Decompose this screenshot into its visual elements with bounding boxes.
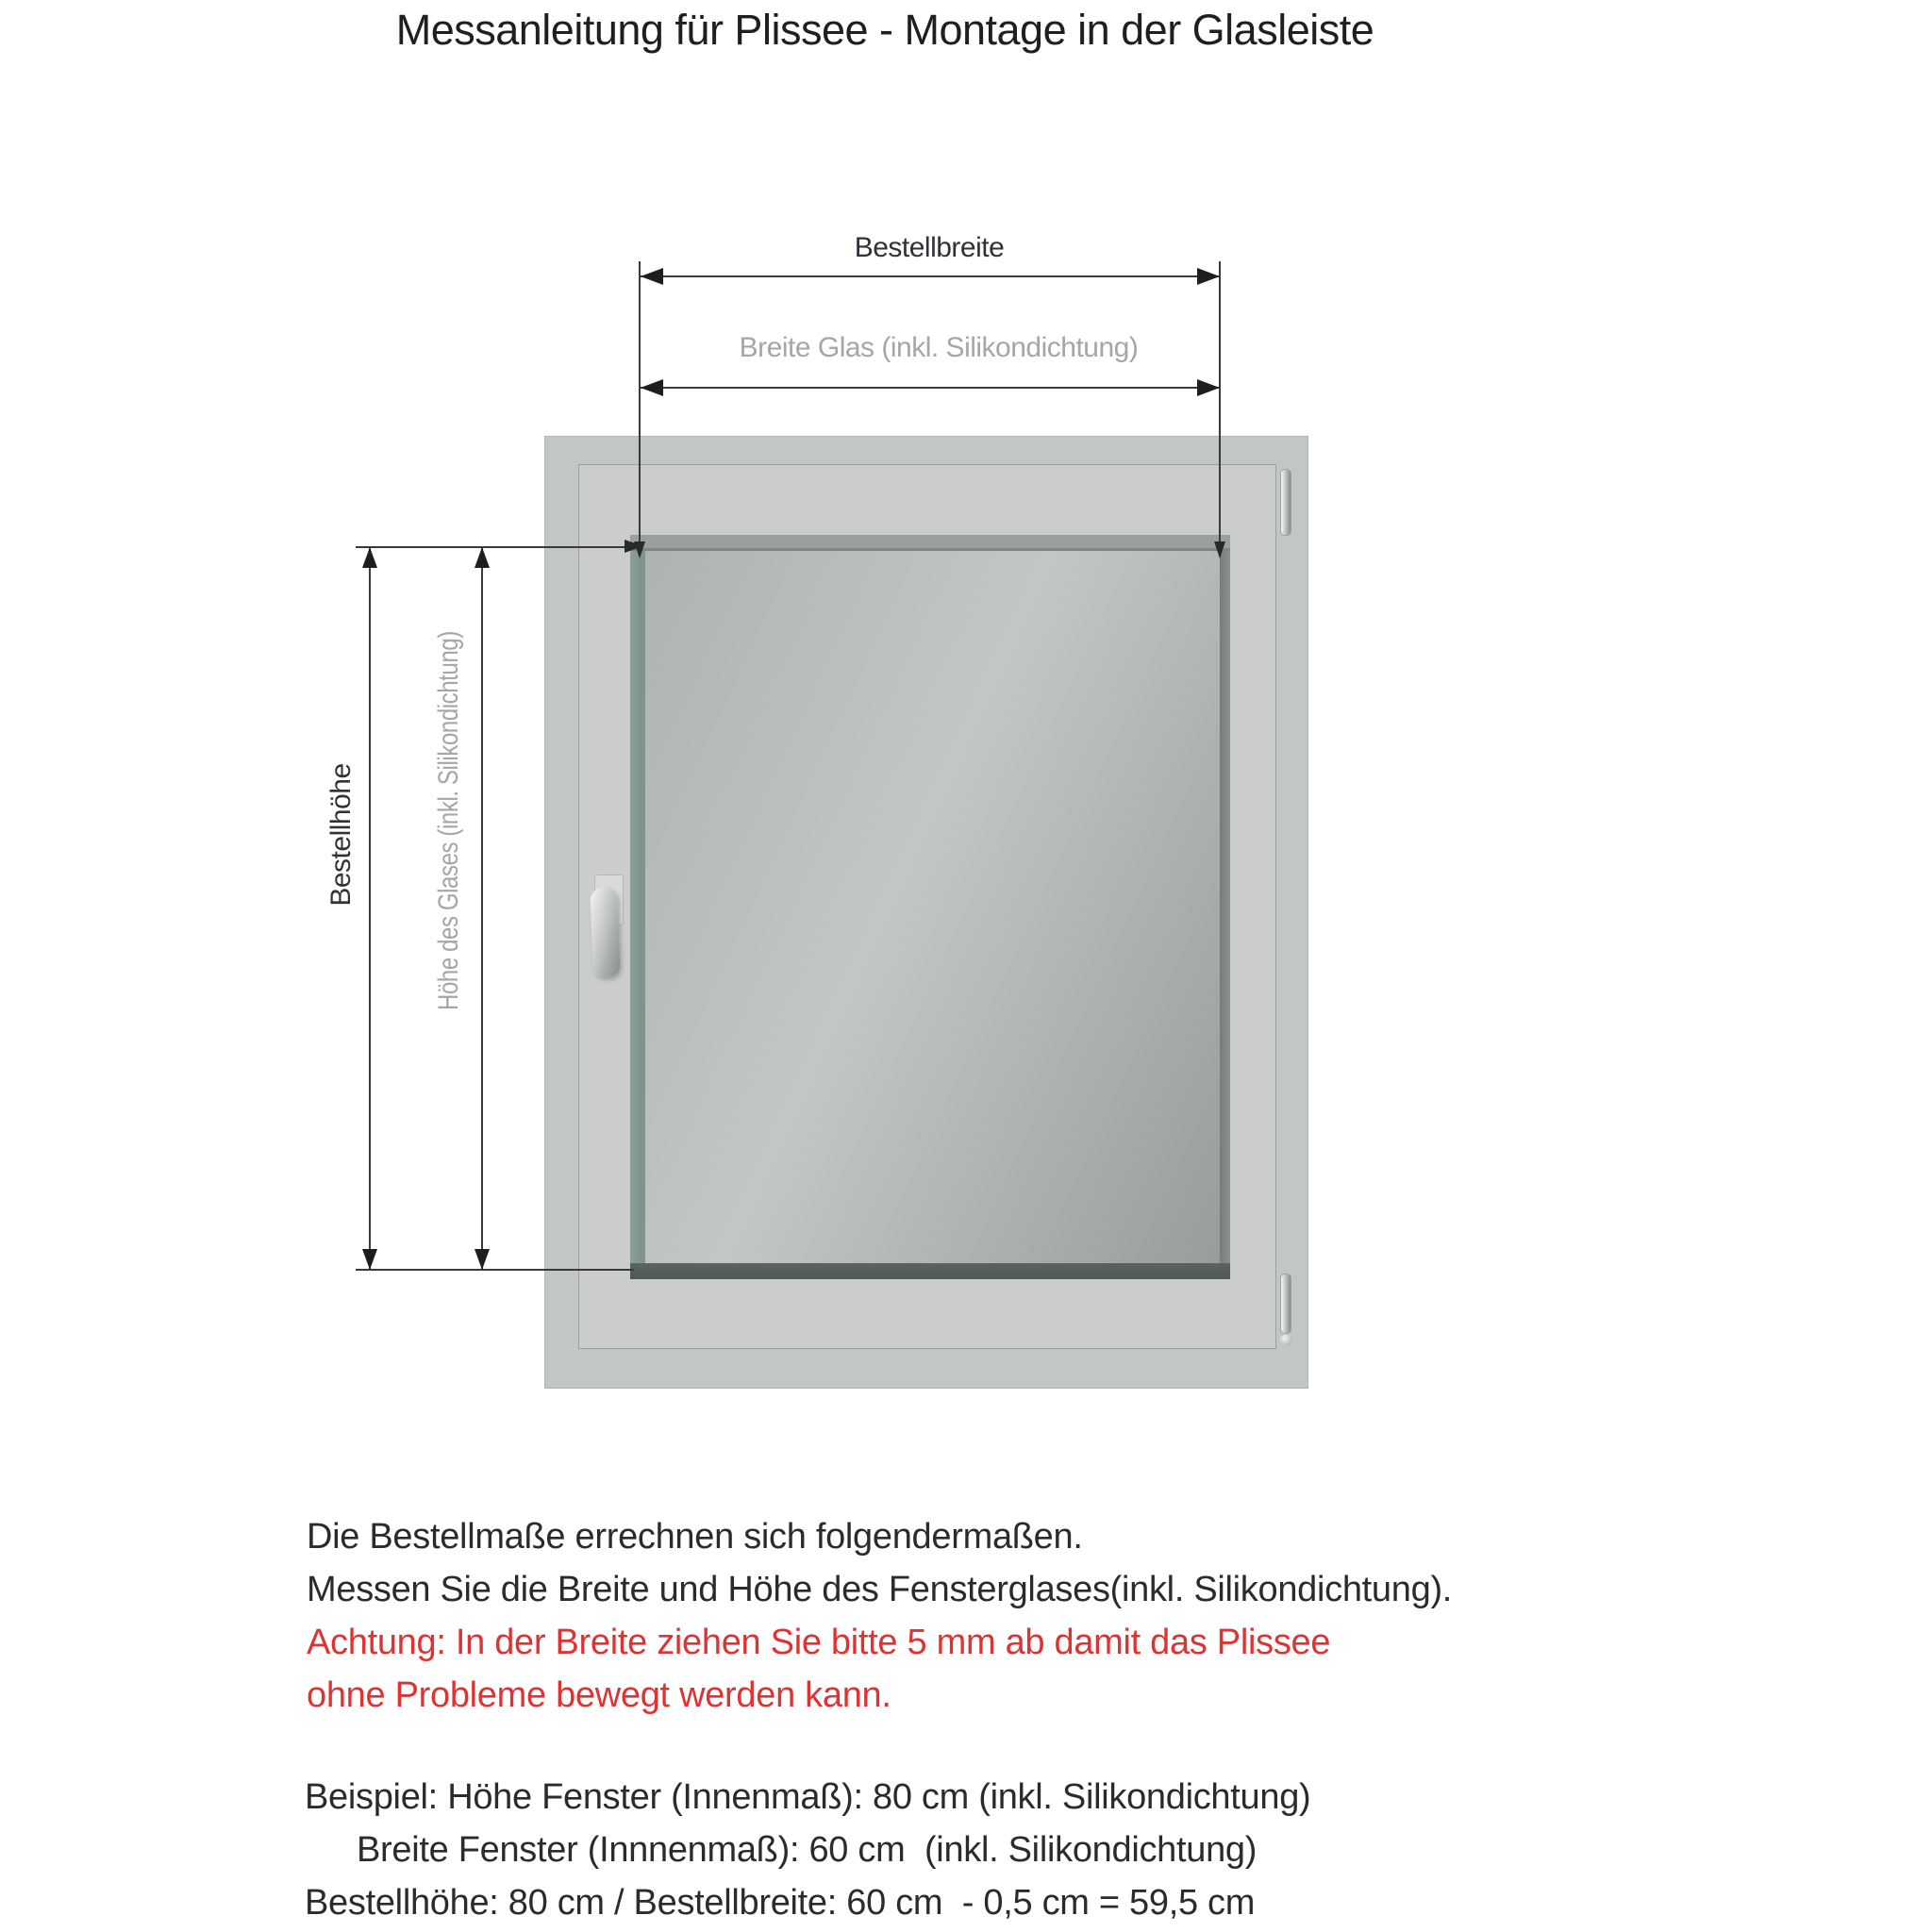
hinge-bottom-icon	[1280, 1274, 1291, 1334]
bestellhoehe-arrowhead-top-icon	[362, 547, 377, 568]
window-handle-icon	[590, 887, 620, 978]
plissee-top-rail	[630, 535, 1230, 551]
glass-pane	[645, 551, 1220, 1263]
warning-line-2: ohne Probleme bewegt werden kann.	[307, 1675, 891, 1715]
window-frame	[544, 436, 1308, 1389]
bestellhoehe-dimension-line	[369, 547, 371, 1270]
extension-line-top	[356, 546, 625, 548]
intro-line-1: Die Bestellmaße errechnen sich folgendermaßen.	[307, 1517, 1083, 1557]
hoehe-glas-arrowhead-bottom-icon	[475, 1249, 490, 1270]
hoehe-glas-dimension-line	[481, 547, 483, 1270]
hoehe-glas-arrowhead-top-icon	[475, 547, 490, 568]
extension-arrowhead-right-icon	[1214, 541, 1225, 558]
glazing-bead-right	[1220, 551, 1230, 1263]
glazing-bead-bottom	[630, 1263, 1230, 1279]
glass-unit	[630, 535, 1230, 1279]
hinge-top-icon	[1280, 469, 1291, 536]
bestellbreite-dimension-line	[640, 275, 1220, 277]
bestellhoehe-arrowhead-bottom-icon	[362, 1249, 377, 1270]
extension-line-bottom	[356, 1269, 634, 1271]
example-line-1: Beispiel: Höhe Fenster (Innenmaß): 80 cm (inkl. Silikondichtung)	[305, 1777, 1311, 1817]
hinge-pin-icon	[1280, 1334, 1292, 1346]
intro-line-2: Messen Sie die Breite und Höhe des Fensterglases(inkl. Silikondichtung).	[307, 1570, 1453, 1609]
breite-glas-dimension-line	[640, 387, 1220, 389]
page-title: Messanleitung für Plissee - Montage in der Glasleiste	[395, 6, 1374, 54]
breite-glas-label: Breite Glas (inkl. Silikondichtung)	[739, 332, 1139, 363]
example-line-2: Breite Fenster (Innnenmaß): 60 cm (inkl. Silikondichtung)	[357, 1830, 1257, 1870]
bestellbreite-label: Bestellbreite	[854, 232, 1005, 263]
hoehe-glas-label: Höhe des Glases (inkl. Silikondichtung)	[433, 631, 464, 1010]
bestellbreite-arrowhead-left-icon	[641, 268, 663, 285]
example-line-3: Bestellhöhe: 80 cm / Bestellbreite: 60 cm - 0,5 cm = 59,5 cm	[305, 1883, 1256, 1923]
silicone-seal-strip	[630, 551, 645, 1263]
window-sash	[578, 464, 1276, 1349]
extension-line-left	[639, 261, 641, 557]
extension-arrowhead-top-icon	[625, 540, 643, 553]
breite-glas-arrowhead-left-icon	[641, 379, 663, 396]
bestellhoehe-label: Bestellhöhe	[325, 763, 357, 907]
extension-line-right	[1219, 261, 1221, 557]
breite-glas-arrowhead-right-icon	[1197, 379, 1220, 396]
bestellbreite-arrowhead-right-icon	[1197, 268, 1220, 285]
warning-line-1: Achtung: In der Breite ziehen Sie bitte 5 mm ab damit das Plissee	[307, 1623, 1331, 1662]
